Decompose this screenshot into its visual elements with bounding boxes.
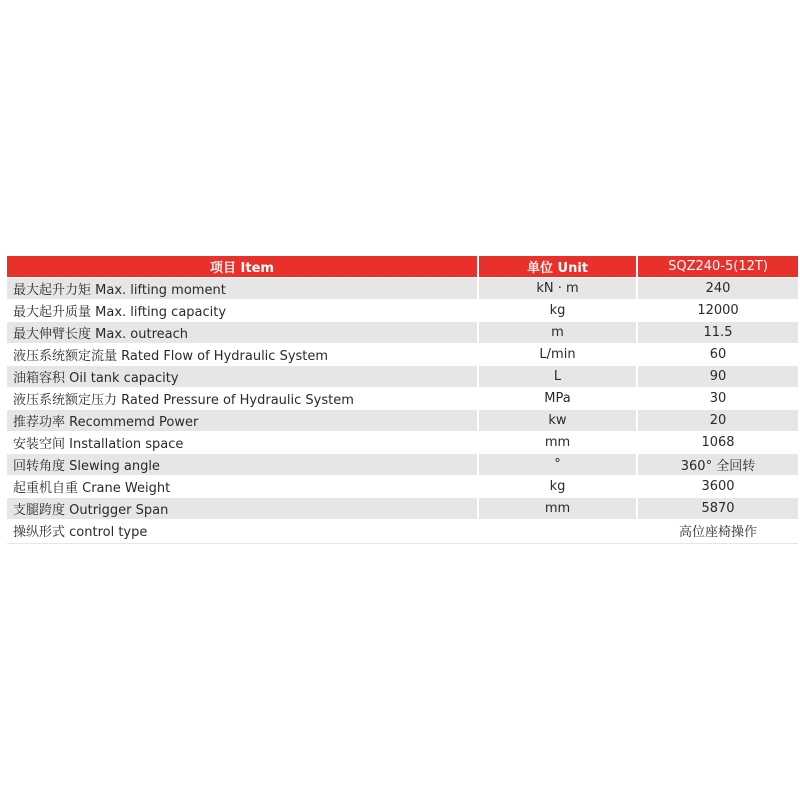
- row-unit-cell: m: [479, 322, 638, 344]
- table-row: [7, 520, 798, 542]
- row-unit-cell: kw: [479, 410, 638, 432]
- row-item-cell: 回转角度 Slewing angle: [7, 454, 479, 476]
- table-row: [7, 344, 798, 366]
- row-unit-cell: L: [479, 366, 638, 388]
- row-item-cell: 液压系统额定压力 Rated Pressure of Hydraulic System: [7, 388, 479, 410]
- row-item-cell: 支腿跨度 Outrigger Span: [7, 498, 479, 520]
- header-model: SQZ240-5(12T): [638, 256, 798, 278]
- row-item-cell: 安装空间 Installation space: [7, 432, 479, 454]
- row-item-cell: 液压系统额定流量 Rated Flow of Hydraulic System: [7, 344, 479, 366]
- row-value-cell: 20: [638, 410, 798, 432]
- row-unit-cell: kN · m: [479, 278, 638, 300]
- row-value-cell: 30: [638, 388, 798, 410]
- table-row: [7, 322, 798, 344]
- row-value-cell: 3600: [638, 476, 798, 498]
- row-value-cell: 1068: [638, 432, 798, 454]
- bottom-rule: [7, 543, 798, 544]
- row-item-cell: 操纵形式 control type: [7, 520, 479, 542]
- header-item: 项目 Item: [7, 256, 479, 278]
- row-unit-cell: [479, 520, 638, 542]
- row-value-cell: 240: [638, 278, 798, 300]
- row-item-cell: 起重机自重 Crane Weight: [7, 476, 479, 498]
- table-header-row: [7, 256, 798, 278]
- row-unit-cell: kg: [479, 300, 638, 322]
- table-row: [7, 476, 798, 498]
- table-row: [7, 388, 798, 410]
- table-row: [7, 278, 798, 300]
- table-row: [7, 432, 798, 454]
- row-item-cell: 推荐功率 Recommemd Power: [7, 410, 479, 432]
- spec-table: [7, 256, 798, 542]
- row-value-cell: 90: [638, 366, 798, 388]
- row-item-cell: 最大伸臂长度 Max. outreach: [7, 322, 479, 344]
- row-unit-cell: kg: [479, 476, 638, 498]
- row-item-cell: 最大起升力矩 Max. lifting moment: [7, 278, 479, 300]
- row-unit-cell: mm: [479, 498, 638, 520]
- table-row: [7, 300, 798, 322]
- row-value-cell: 高位座椅操作: [638, 520, 798, 542]
- row-unit-cell: °: [479, 454, 638, 476]
- row-unit-cell: MPa: [479, 388, 638, 410]
- table-row: [7, 366, 798, 388]
- row-item-cell: 油箱容积 Oil tank capacity: [7, 366, 479, 388]
- table-row: [7, 498, 798, 520]
- row-value-cell: 5870: [638, 498, 798, 520]
- row-item-cell: 最大起升质量 Max. lifting capacity: [7, 300, 479, 322]
- table-body: [7, 278, 798, 542]
- row-value-cell: 60: [638, 344, 798, 366]
- header-unit: 单位 Unit: [479, 256, 638, 278]
- table-row: [7, 410, 798, 432]
- row-value-cell: 11.5: [638, 322, 798, 344]
- row-value-cell: 12000: [638, 300, 798, 322]
- table-row: [7, 454, 798, 476]
- row-unit-cell: mm: [479, 432, 638, 454]
- row-unit-cell: L/min: [479, 344, 638, 366]
- row-value-cell: 360° 全回转: [638, 454, 798, 476]
